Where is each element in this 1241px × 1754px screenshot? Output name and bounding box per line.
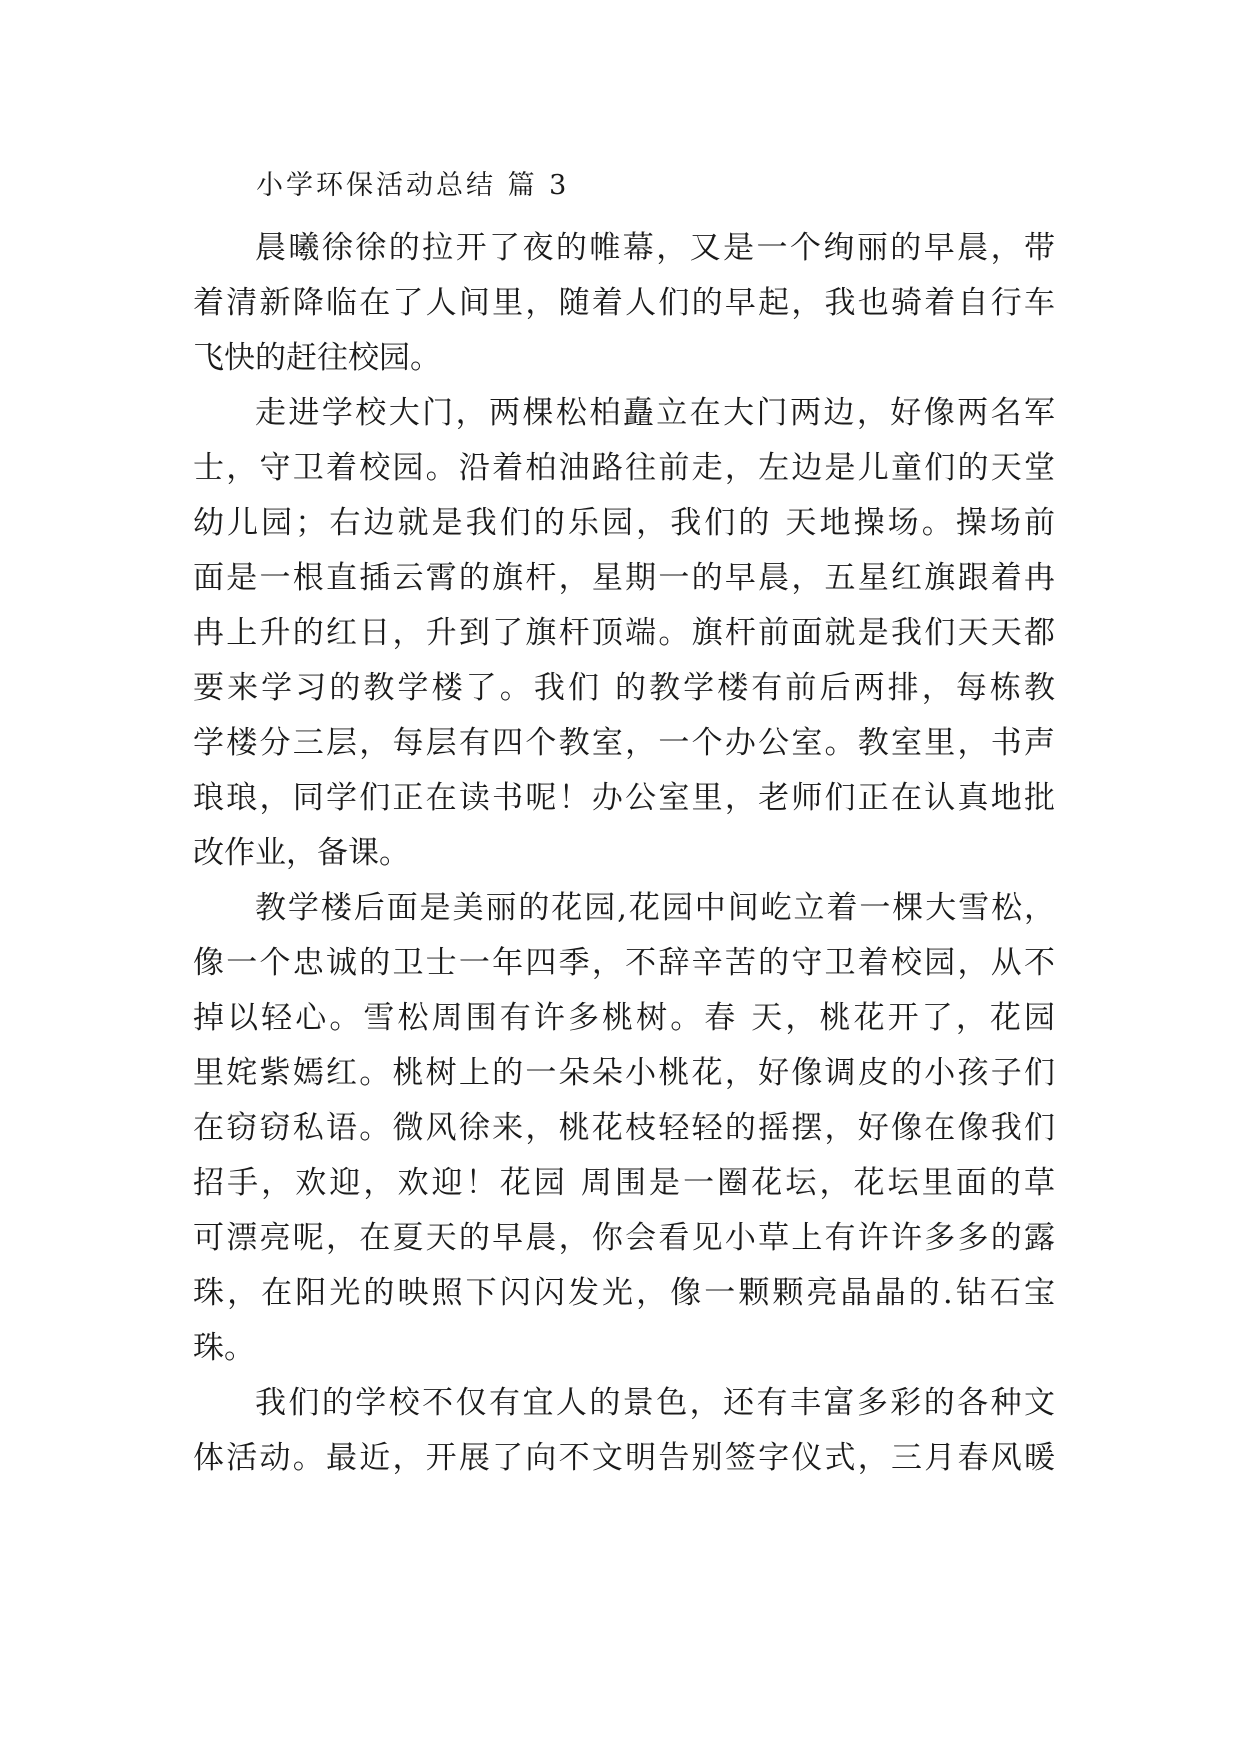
text-line: 像一个忠诚的卫士一年四季，不辞辛苦的守卫着校园，从不 <box>193 945 1055 981</box>
text-line: 飞快的赶往校园。 <box>193 340 441 376</box>
text-line: 招手，欢迎，欢迎！花园 周围是一圈花坛，花坛里面的草 <box>193 1165 1055 1201</box>
text-line: 我们的学校不仅有宜人的景色，还有丰富多彩的各种文 <box>255 1385 1055 1421</box>
text-line: 着清新降临在了人间里，随着人们的早起，我也骑着自行车 <box>193 285 1055 321</box>
text-line: 要来学习的教学楼了。我们 的教学楼有前后两排，每栋教 <box>193 670 1055 706</box>
document-body <box>193 221 1055 1486</box>
text-line: 晨曦徐徐的拉开了夜的帷幕，又是一个绚丽的早晨，带 <box>255 230 1055 266</box>
text-line: 里姹紫嫣红。桃树上的一朵朵小桃花，好像调皮的小孩子们 <box>193 1055 1055 1091</box>
text-line: 教学楼后面是美丽的花园,花园中间屹立着一棵大雪松， <box>255 890 1055 926</box>
paragraph-2 <box>193 386 1055 881</box>
text-line: 掉以轻心。雪松周围有许多桃树。春 天，桃花开了，花园 <box>193 1000 1055 1036</box>
text-line: 士，守卫着校园。沿着柏油路往前走，左边是儿童们的天堂 <box>193 450 1055 486</box>
text-line: 冉上升的红日，升到了旗杆顶端。旗杆前面就是我们天天都 <box>193 615 1055 651</box>
document-title: 小学环保活动总结 篇 3 <box>256 170 570 201</box>
text-line: 学楼分三层，每层有四个教室，一个办公室。教室里，书声 <box>193 725 1055 761</box>
text-line: 琅琅，同学们正在读书呢！办公室里，老师们正在认真地批 <box>193 780 1055 816</box>
text-line: 改作业，备课。 <box>193 835 410 871</box>
text-line: 在窃窃私语。微风徐来，桃花枝轻轻的摇摆，好像在像我们 <box>193 1110 1055 1146</box>
text-line: 走进学校大门，两棵松柏矗立在大门两边，好像两名军 <box>255 395 1055 431</box>
text-line: 珠。 <box>193 1330 255 1366</box>
paragraph-1 <box>193 221 1055 386</box>
text-line: 面是一根直插云霄的旗杆，星期一的早晨，五星红旗跟着冉 <box>193 560 1055 596</box>
paragraph-3 <box>193 881 1055 1376</box>
text-line: 幼儿园；右边就是我们的乐园，我们的 天地操场。操场前 <box>193 505 1055 541</box>
text-line: 可漂亮呢，在夏天的早晨，你会看见小草上有许许多多的露 <box>193 1220 1055 1256</box>
text-line: 体活动。最近，开展了向不文明告别签字仪式，三月春风暖 <box>193 1440 1055 1476</box>
paragraph-4 <box>193 1376 1055 1486</box>
text-line: 珠，在阳光的映照下闪闪发光，像一颗颗亮晶晶的.钻石宝 <box>193 1275 1055 1311</box>
